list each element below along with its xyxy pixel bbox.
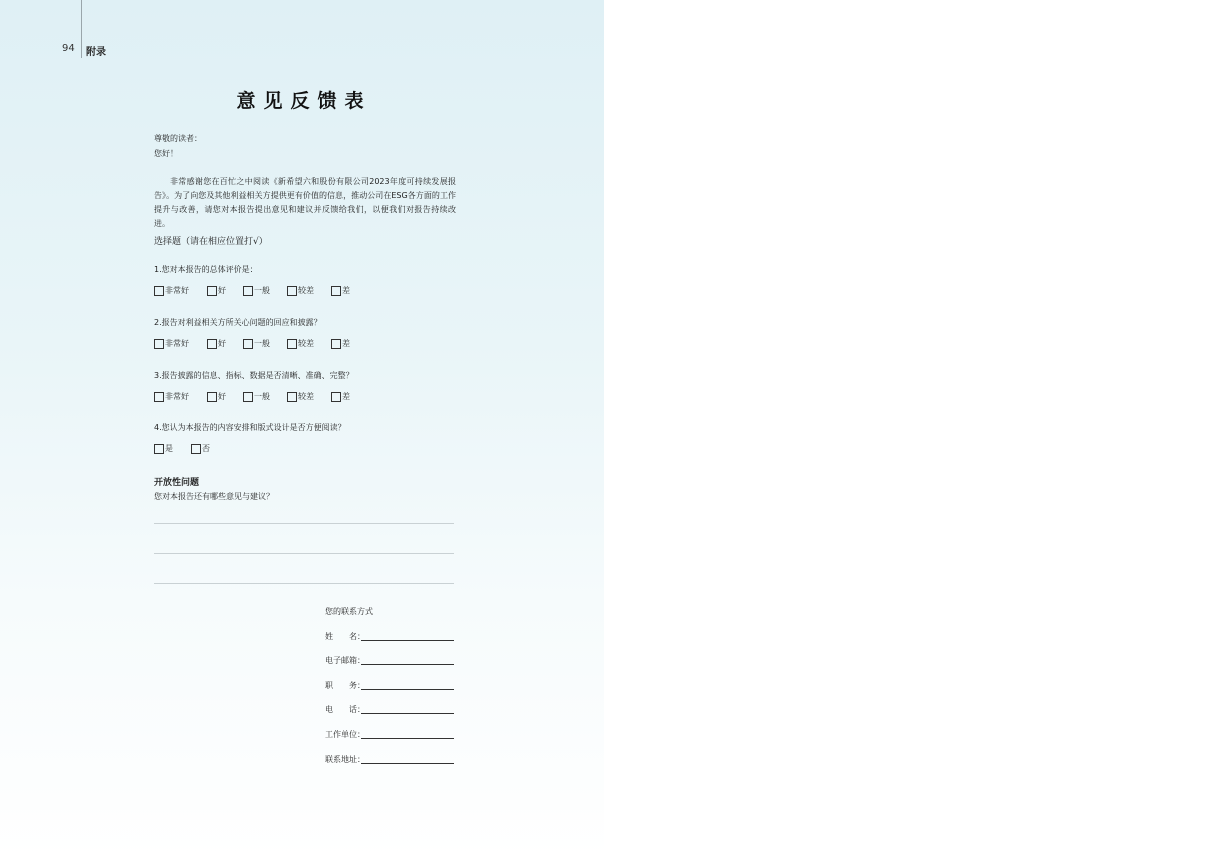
open-question: 您对本报告还有哪些意见与建议？ <box>154 492 274 501</box>
contact-company-field[interactable] <box>361 738 454 739</box>
intro-paragraph: 非常感谢您在百忙之中阅读《新希望六和股份有限公司2023年度可持续发展报告》。为了向您及其他利益相关方提供更有价值的信息，推动公司在ESG各方面的工作提升与改善，请您对本报告提出意见和建议并反馈给我们，以便我们对报告持续改进。 <box>154 177 456 228</box>
option-average[interactable]: 一般 <box>243 285 270 296</box>
contact-email-label: 电子邮箱： <box>325 656 365 665</box>
checkbox[interactable] <box>154 286 164 296</box>
option-average[interactable]: 一般 <box>243 338 270 349</box>
option-very-good[interactable]: 非常好 <box>154 391 189 402</box>
hello: 您好！ <box>154 149 178 158</box>
form-title: 意见反馈表 <box>236 90 372 112</box>
contact-address-field[interactable] <box>361 763 454 764</box>
checkbox[interactable] <box>331 392 341 402</box>
contact-company-label: 工作单位： <box>325 730 365 739</box>
option-poor[interactable]: 较差 <box>287 391 314 402</box>
checkbox[interactable] <box>207 286 217 296</box>
answer-line[interactable] <box>154 553 454 554</box>
checkbox[interactable] <box>243 339 253 349</box>
option-no[interactable]: 否 <box>191 443 210 454</box>
option-poor[interactable]: 较差 <box>287 338 314 349</box>
open-heading: 开放性问题 <box>154 478 200 488</box>
checkbox[interactable] <box>287 392 297 402</box>
checkbox[interactable] <box>154 392 164 402</box>
option-average[interactable]: 一般 <box>243 391 270 402</box>
choice-heading: 选择题（请在相应位置打√） <box>154 237 268 247</box>
contact-title: 您的联系方式 <box>325 607 373 616</box>
greeting: 尊敬的读者： <box>154 134 202 143</box>
checkbox[interactable] <box>154 444 164 454</box>
contact-phone-label: 电 话： <box>325 705 365 714</box>
checkbox[interactable] <box>331 286 341 296</box>
question-1: 1.您对本报告的总体评价是： <box>154 265 258 274</box>
checkbox[interactable] <box>243 286 253 296</box>
checkbox[interactable] <box>191 444 201 454</box>
option-very-good[interactable]: 非常好 <box>154 285 189 296</box>
contact-position-field[interactable] <box>361 689 454 690</box>
checkbox[interactable] <box>207 392 217 402</box>
header-divider <box>81 0 82 58</box>
checkbox[interactable] <box>331 339 341 349</box>
answer-line[interactable] <box>154 523 454 524</box>
contact-address-label: 联系地址： <box>325 755 365 764</box>
section-label: 附录 <box>86 47 106 58</box>
question-3: 3.报告披露的信息、指标、数据是否清晰、准确、完整？ <box>154 371 354 380</box>
contact-phone-field[interactable] <box>361 713 454 714</box>
page-number: 94 <box>62 43 75 54</box>
option-bad[interactable]: 差 <box>331 285 350 296</box>
checkbox[interactable] <box>207 339 217 349</box>
checkbox[interactable] <box>154 339 164 349</box>
question-4: 4.您认为本报告的内容安排和版式设计是否方便阅读？ <box>154 423 346 432</box>
contact-name-label: 姓 名： <box>325 632 365 641</box>
contact-position-label: 职 务： <box>325 681 365 690</box>
checkbox[interactable] <box>243 392 253 402</box>
option-bad[interactable]: 差 <box>331 391 350 402</box>
option-good[interactable]: 好 <box>207 285 226 296</box>
option-yes[interactable]: 是 <box>154 443 173 454</box>
option-good[interactable]: 好 <box>207 391 226 402</box>
question-2: 2.报告对利益相关方所关心问题的回应和披露？ <box>154 318 322 327</box>
answer-line[interactable] <box>154 583 454 584</box>
option-bad[interactable]: 差 <box>331 338 350 349</box>
option-very-good[interactable]: 非常好 <box>154 338 189 349</box>
contact-name-field[interactable] <box>361 640 454 641</box>
checkbox[interactable] <box>287 339 297 349</box>
option-poor[interactable]: 较差 <box>287 285 314 296</box>
checkbox[interactable] <box>287 286 297 296</box>
option-good[interactable]: 好 <box>207 338 226 349</box>
contact-email-field[interactable] <box>361 664 454 665</box>
